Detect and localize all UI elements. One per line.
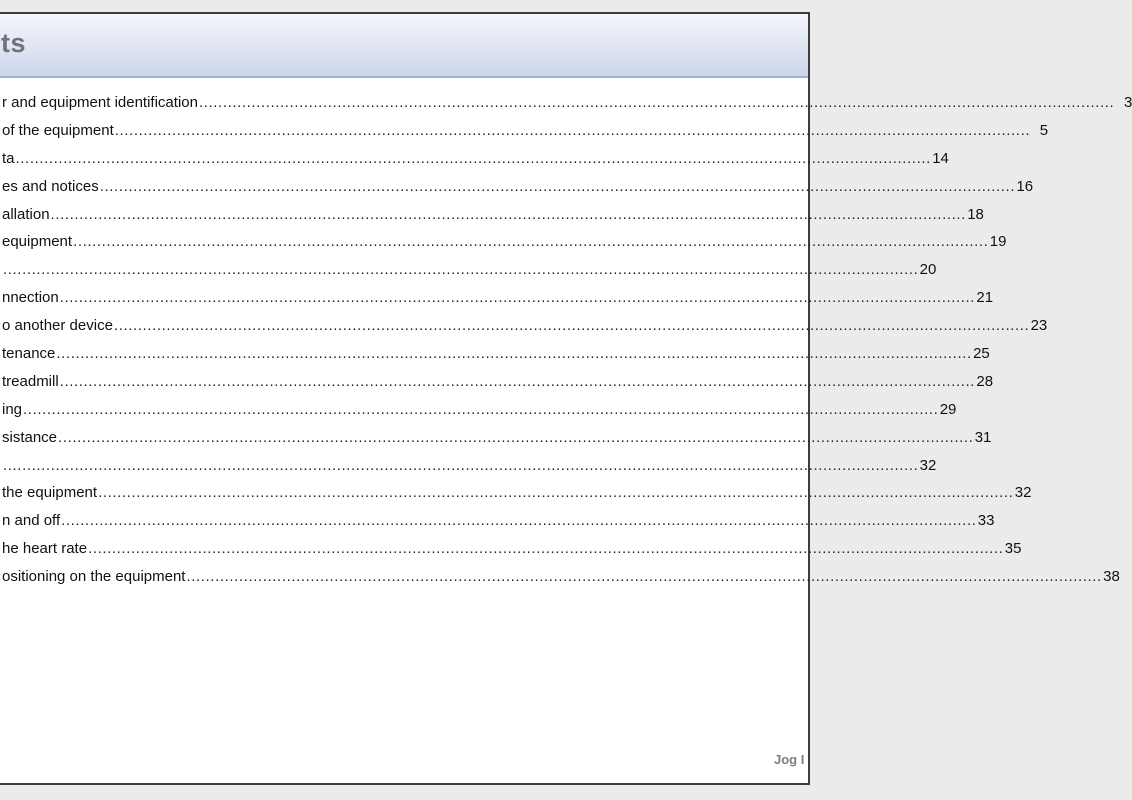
toc-page-number: 16 bbox=[1016, 177, 1034, 195]
toc-entry-label: sistance bbox=[2, 428, 58, 446]
table-of-contents bbox=[2, 94, 1132, 596]
toc-dot-leader bbox=[16, 150, 931, 167]
toc-dot-leader bbox=[114, 317, 1029, 334]
toc-dot-leader bbox=[23, 401, 938, 418]
toc-entry[interactable] bbox=[2, 261, 937, 289]
toc-entry[interactable] bbox=[2, 428, 992, 457]
toc-entry[interactable] bbox=[2, 177, 1034, 206]
toc-page-number: 18 bbox=[967, 205, 984, 223]
toc-page-number: 25 bbox=[973, 345, 990, 363]
toc-page-number: 35 bbox=[1004, 540, 1022, 558]
toc-entry[interactable] bbox=[2, 568, 1120, 596]
toc-entry[interactable] bbox=[2, 484, 1032, 512]
toc-entry[interactable] bbox=[2, 149, 949, 178]
toc-dot-leader bbox=[60, 289, 975, 306]
toc-entry[interactable] bbox=[2, 233, 1007, 261]
toc-entry-label: ositioning on the equipment bbox=[2, 568, 186, 586]
footer-document-name: Jog I bbox=[774, 752, 805, 767]
toc-dot-leader bbox=[88, 540, 1003, 557]
toc-entry[interactable] bbox=[2, 289, 994, 317]
toc-entry-label: equipment bbox=[2, 233, 73, 251]
toc-page-number: 5 bbox=[1039, 121, 1049, 139]
toc-page-number: 28 bbox=[976, 372, 994, 390]
toc-dot-leader bbox=[100, 178, 1015, 195]
toc-entry[interactable] bbox=[2, 456, 937, 485]
toc-entry-label: he heart rate bbox=[2, 540, 88, 558]
toc-dot-leader bbox=[199, 94, 1114, 111]
toc-entry-label: n and off bbox=[2, 512, 61, 530]
toc-page-number: 32 bbox=[1014, 484, 1032, 502]
header-band bbox=[0, 14, 808, 78]
toc-entry-label: es and notices bbox=[2, 177, 99, 195]
toc-page-number: 32 bbox=[919, 456, 937, 474]
toc-entry-label: tenance bbox=[2, 345, 56, 363]
toc-entry[interactable] bbox=[2, 540, 1022, 568]
toc-entry-label: allation bbox=[2, 205, 50, 223]
toc-dot-leader bbox=[3, 261, 918, 278]
toc-page-number: 33 bbox=[977, 512, 995, 530]
toc-dot-leader bbox=[3, 457, 918, 474]
toc-dot-leader bbox=[98, 484, 1013, 501]
toc-dot-leader bbox=[56, 345, 971, 362]
toc-entry[interactable] bbox=[2, 345, 990, 373]
toc-page-number: 14 bbox=[932, 149, 949, 167]
toc-page-number: 3 bbox=[1123, 94, 1132, 111]
toc-dot-leader bbox=[115, 122, 1030, 139]
toc-entry[interactable] bbox=[2, 512, 995, 540]
toc-dot-leader bbox=[60, 373, 975, 390]
toc-entry-label: ing bbox=[2, 400, 23, 418]
toc-entry[interactable] bbox=[2, 317, 1048, 345]
toc-page-number: 38 bbox=[1103, 568, 1120, 586]
toc-entry[interactable] bbox=[2, 121, 1049, 150]
toc-entry-label: treadmill bbox=[2, 372, 59, 390]
toc-entry-label: of the equipment bbox=[2, 121, 114, 139]
toc-page-number: 29 bbox=[939, 400, 957, 418]
toc-dot-leader bbox=[51, 206, 966, 223]
toc-page-number: 19 bbox=[989, 233, 1007, 251]
document-page bbox=[0, 12, 1132, 785]
toc-entry[interactable] bbox=[2, 400, 957, 429]
toc-entry[interactable] bbox=[2, 94, 1132, 122]
toc-entry-label: ta bbox=[2, 149, 15, 167]
toc-dot-leader bbox=[58, 429, 973, 446]
toc-entry[interactable] bbox=[2, 205, 984, 234]
toc-entry[interactable] bbox=[2, 372, 994, 401]
toc-entry-label: o another device bbox=[2, 317, 113, 335]
toc-page-number: 20 bbox=[919, 261, 937, 279]
toc-dot-leader bbox=[186, 568, 1101, 585]
toc-page-number: 23 bbox=[1030, 317, 1048, 335]
toc-dot-leader bbox=[61, 512, 976, 529]
page-title: ts bbox=[1, 28, 27, 58]
toc-dot-leader bbox=[73, 233, 988, 250]
toc-entry-label: r and equipment identification bbox=[2, 94, 198, 111]
toc-entry-label: the equipment bbox=[2, 484, 98, 502]
toc-entry-label: nnection bbox=[2, 289, 59, 307]
toc-page-number: 21 bbox=[976, 289, 994, 307]
toc-page-number: 31 bbox=[974, 428, 992, 446]
